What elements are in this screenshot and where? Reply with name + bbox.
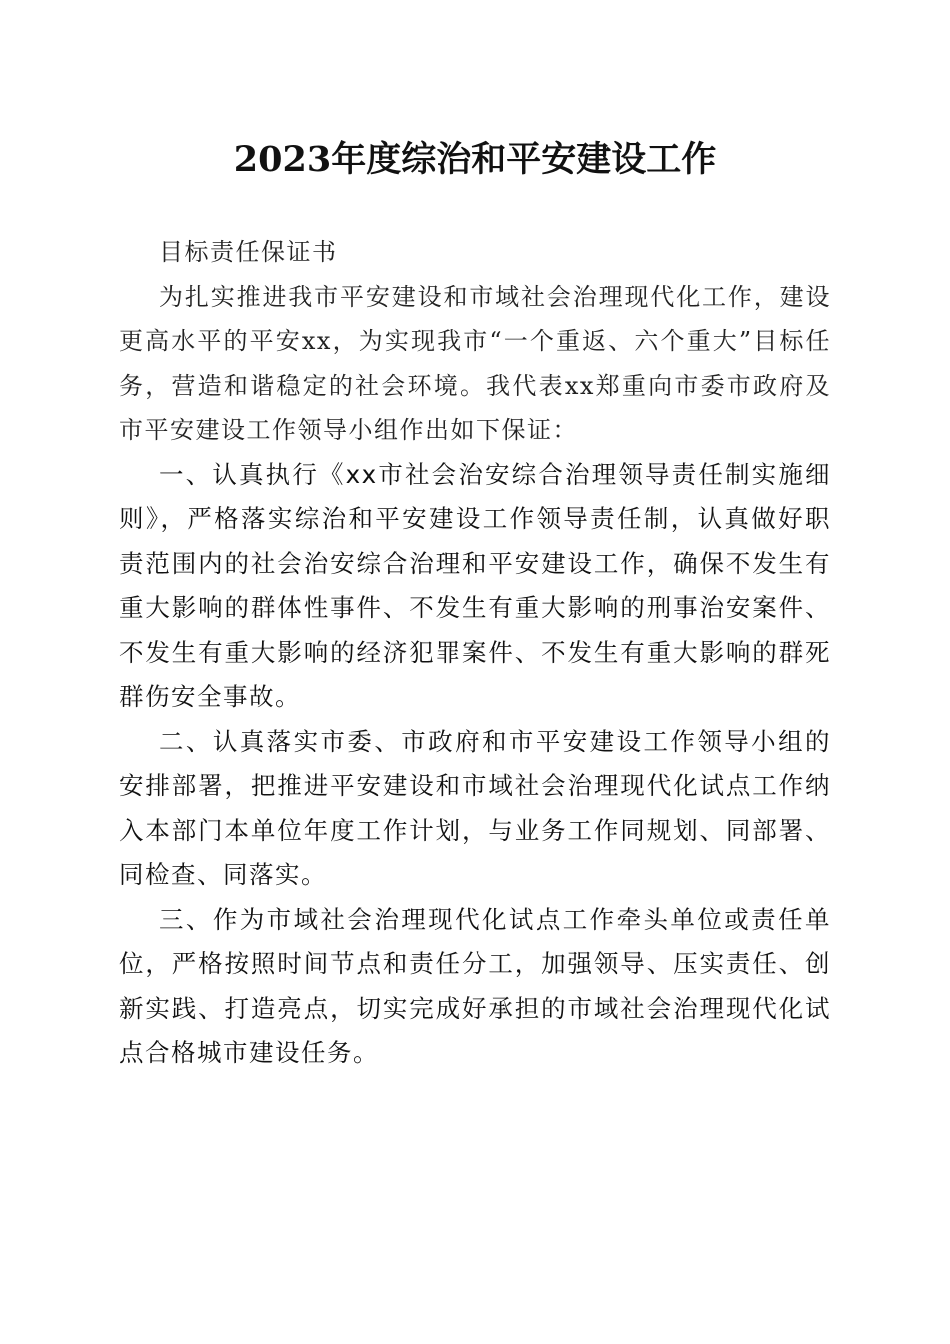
document-subtitle: 目标责任保证书: [159, 238, 338, 266]
pledge-item-3: 三、作为市域社会治理现代化试点工作牵头单位或责任单位，严格按照时间节点和责任分工，加强领导、压实责任、创新实践、打造亮点，切实完成好承担的市域社会治理现代化试点合格城市建设任务。: [119, 904, 831, 1067]
document-body: [119, 230, 831, 1076]
document-title: 2023年度综治和平安建设工作: [233, 139, 717, 180]
pledge-item-1: 一、认真执行《xx市社会治安综合治理领导责任制实施细则》，严格落实综治和平安建设工作领导责任制，认真做好职责范围内的社会治安综合治理和平安建设工作，确保不发生有重大影响的群体性事件、不发生有重大影响的刑事治安案件、不发生有重大影响的经济犯罪案件、不发生有重大影响的群死群伤安全事故。: [119, 459, 831, 711]
pledge-item-2: 二、认真落实市委、市政府和市平安建设工作领导小组的安排部署，把推进平安建设和市域社会治理现代化试点工作纳入本部门本单位年度工作计划，与业务工作同规划、同部署、同检查、同落实。: [119, 726, 831, 889]
intro-paragraph: 为扎实推进我市平安建设和市域社会治理现代化工作，建设更高水平的平安xx，为实现我市“一个重返、六个重大”目标任务，营造和谐稳定的社会环境。我代表xx郑重向市委市政府及市平安建设工作领导小组作出如下保证：: [119, 282, 831, 444]
